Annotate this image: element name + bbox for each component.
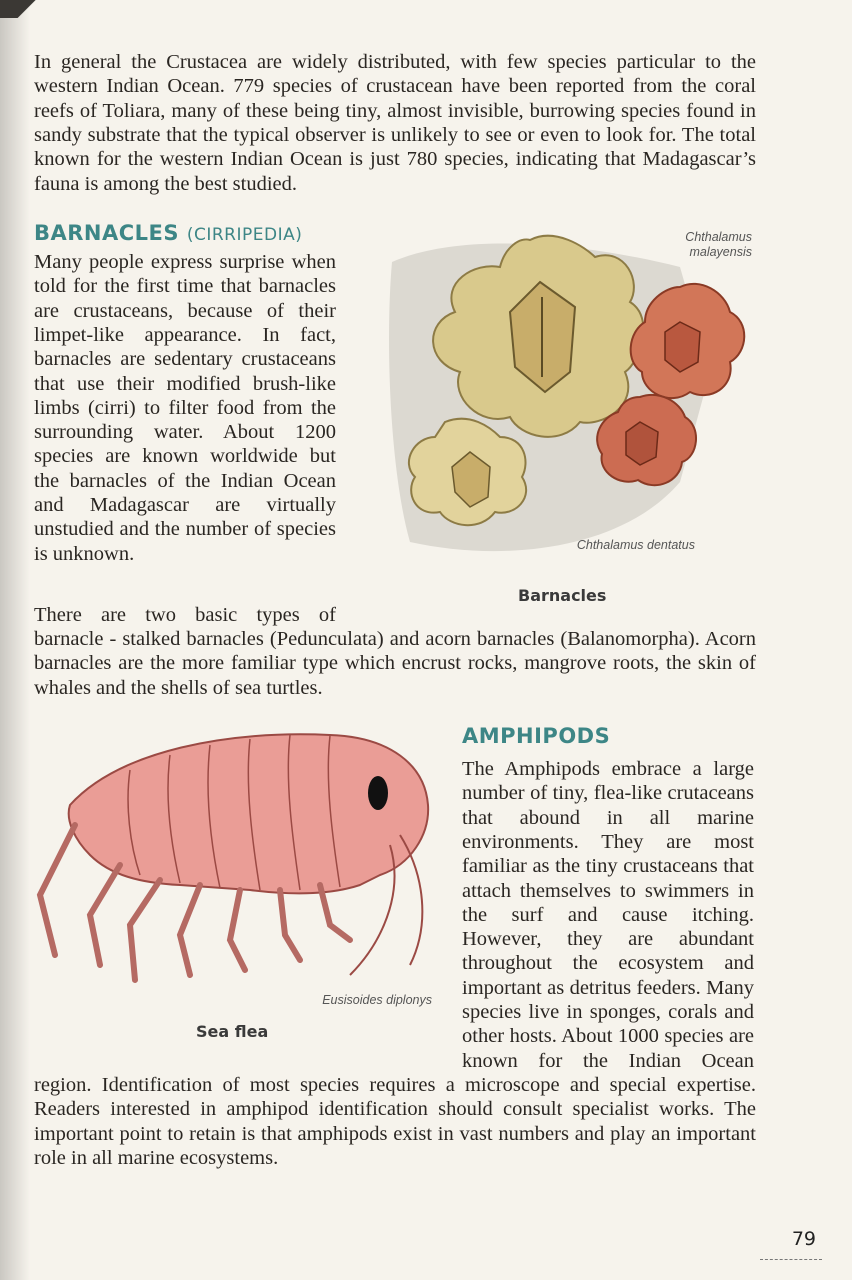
- text-line: There are two basic types of: [34, 604, 336, 626]
- text-line: unstudied and the number of species: [34, 518, 336, 541]
- text-line: The Amphipods embrace a large: [462, 758, 754, 780]
- species-label-dentatus: Chthalamus dentatus: [576, 538, 695, 552]
- text-line: and Madagascar are virtually: [34, 494, 336, 516]
- text-line: important as detritus feeders. Many: [462, 976, 754, 999]
- barnacles-heading: [34, 221, 302, 245]
- text-line: barnacles are the more familiar type which encrust rocks, mangrove roots, the skin of: [34, 652, 756, 675]
- page-number-rule: [760, 1259, 822, 1260]
- text-line: environments. They are most: [462, 830, 754, 853]
- text-line: However, they are abundant: [462, 928, 754, 951]
- text-line: that abound in all marine: [462, 806, 754, 829]
- text-line: sandy substrate that the typical observer is unlikely to see or even to look for. The total: [34, 123, 756, 146]
- page-corner: [0, 0, 70, 18]
- text-line: familiar as the tiny crustaceans that: [462, 855, 754, 878]
- text-line: western Indian Ocean. 779 species of crustacean have been reported from the coral: [34, 75, 756, 98]
- text-line: Readers interested in amphipod identification should consult specialist works. The: [34, 1098, 756, 1121]
- text-line: limpet-like appearance. In fact,: [34, 323, 336, 346]
- text-line: known for the western Indian Ocean is just 780 species, indicating that Madagascar’s: [34, 148, 756, 171]
- text-line: told for the first time that barnacles: [34, 275, 336, 298]
- barnacles-heading-text: BARNACLES: [34, 221, 180, 245]
- text-line: reefs of Toliara, many of these being tiny, almost invisible, burrowing species found in: [34, 99, 756, 122]
- sea-flea-eye: [368, 776, 388, 810]
- text-line: other hosts. About 1000 species are: [462, 1025, 754, 1048]
- species-label-malayensis: Chthalamus malayensis: [685, 230, 752, 259]
- text-line: fauna is among the best studied.: [34, 172, 298, 195]
- barnacles-heading-sub: (CIRRIPEDIA): [186, 225, 303, 245]
- text-line: are crustaceans, because of their: [34, 299, 336, 322]
- text-line: role in all marine ecosystems.: [34, 1146, 279, 1169]
- barnacles-caption: Barnacles: [518, 586, 607, 605]
- text-line: Many people express surprise when: [34, 251, 336, 273]
- text-line: In general the Crustacea are widely distributed, with few species particular to the: [34, 51, 756, 73]
- page-number: 79: [791, 1228, 816, 1250]
- text-line: species are known worldwide but: [34, 445, 336, 468]
- text-line: is unknown.: [34, 542, 135, 565]
- text-line: the barnacles of the Indian Ocean: [34, 469, 336, 492]
- text-line: throughout the ecosystem and: [462, 952, 754, 975]
- text-line: that use their modified brush-like: [34, 372, 336, 395]
- text-line: the surf and cause itching.: [462, 903, 754, 926]
- text-line: attach themselves to swimmers in: [462, 879, 754, 902]
- amphipods-heading: AMPHIPODS: [462, 724, 611, 748]
- text-line: barnacles are sedentary crustaceans: [34, 348, 336, 371]
- text-line: region. Identification of most species requires a microscope and special expertise.: [34, 1074, 756, 1096]
- text-line: limbs (cirri) to filter food from the: [34, 396, 336, 419]
- text-line: number of tiny, flea-like crutaceans: [462, 782, 754, 805]
- text-line: whales and the shells of sea turtles.: [34, 676, 323, 699]
- sea-flea-illustration: [30, 725, 440, 1015]
- sea-flea-caption: Sea flea: [196, 1022, 269, 1041]
- text-line: known for the Indian Ocean: [462, 1049, 754, 1072]
- barnacles-illustration: [380, 222, 770, 582]
- text-line: important point to retain is that amphipods exist in vast numbers and play an important: [34, 1122, 756, 1145]
- text-line: surrounding water. About 1200: [34, 421, 336, 444]
- text-line: species live in sponges, corals and: [462, 1001, 754, 1023]
- text-line: barnacle - stalked barnacles (Pedunculata) and acorn barnacles (Balanomorpha). Acorn: [34, 628, 756, 650]
- page-gutter-shadow: [0, 0, 30, 1280]
- species-label-eusisoides: Eusisoides diplonys: [322, 993, 432, 1007]
